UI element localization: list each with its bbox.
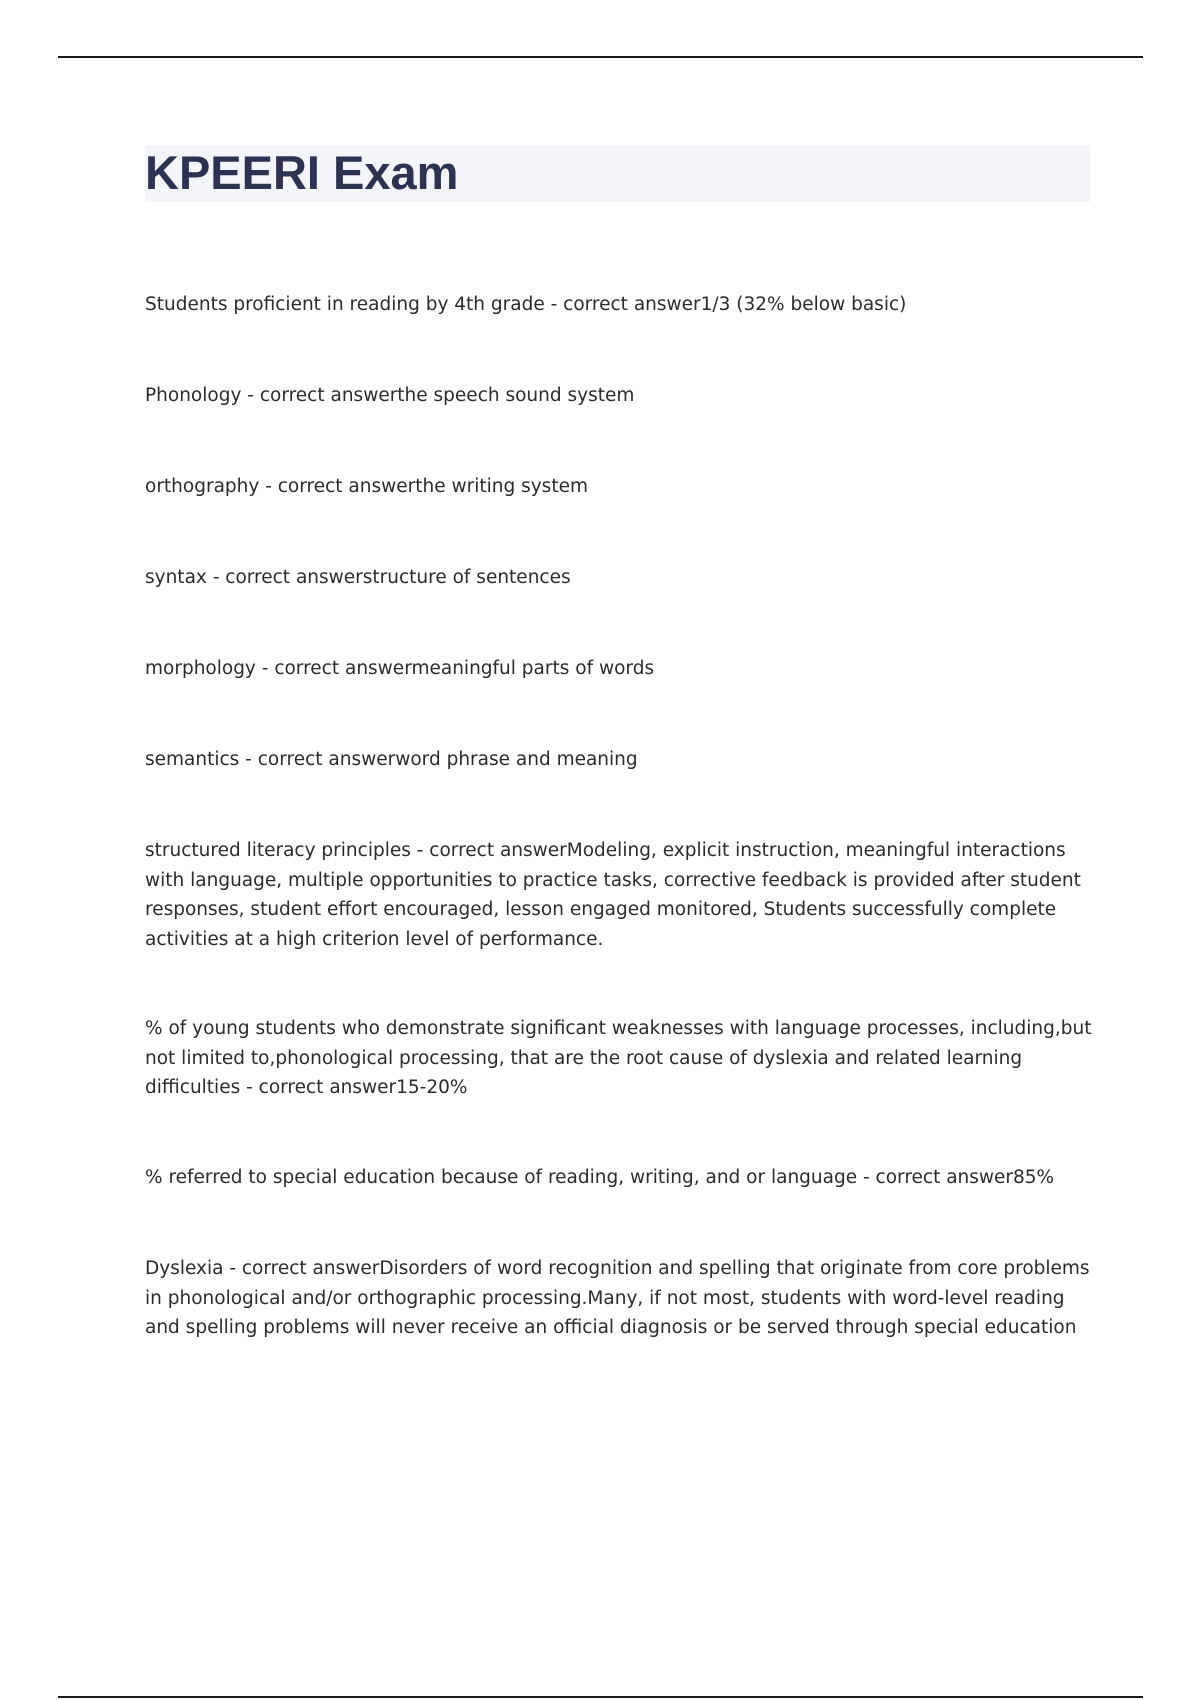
qa-item: structured literacy principles - correct answerModeling, explicit instruction, meaningful interactions with language, multiple opportunities to practice tasks, corrective feedback is provided after student responses, student effort encouraged, lesson engaged monitored, Students successfully complete activities at a high criterion level of performance. (145, 840, 1081, 950)
qa-item: % of young students who demonstrate significant weaknesses with language processes, including,but not limited to,phonological processing, that are the root cause of dyslexia and related learning difficulties - correct answer15-20% (145, 1018, 1092, 1098)
qa-item: morphology - correct answermeaningful parts of words (145, 658, 655, 679)
qa-item: semantics - correct answerword phrase and meaning (145, 749, 638, 770)
qa-item: Phonology - correct answerthe speech sound system (145, 385, 635, 406)
qa-item: % referred to special education because of reading, writing, and or language - correct answer85% (145, 1167, 1055, 1188)
bottom-rule (58, 1696, 1143, 1698)
qa-item: syntax - correct answerstructure of sentences (145, 567, 571, 588)
qa-item: Students proficient in reading by 4th grade - correct answer1/3 (32% below basic) (145, 294, 907, 315)
top-rule (58, 56, 1143, 58)
qa-item: orthography - correct answerthe writing system (145, 476, 588, 497)
document-title: KPEERI Exam (145, 146, 459, 199)
qa-item: Dyslexia - correct answerDisorders of word recognition and spelling that originate from core problems in phonological and/or orthographic processing.Many, if not most, students with word-level reading and spelling problems will never receive an official diagnosis or be served through special education (145, 1258, 1090, 1338)
